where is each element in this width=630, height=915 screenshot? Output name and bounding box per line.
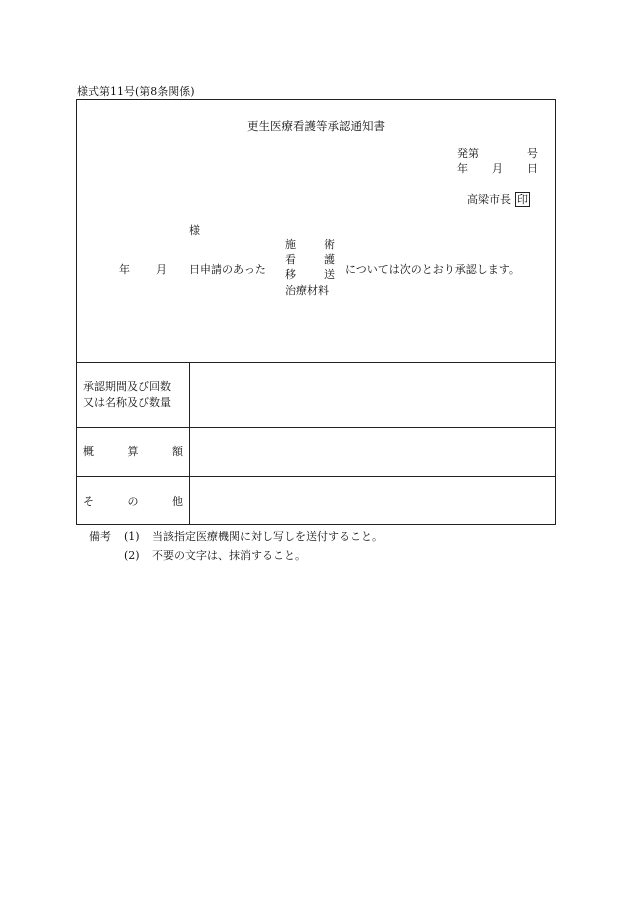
row-label-approval-period: 承認期間及び回数 又は名称及び数量 <box>83 380 171 410</box>
row-label-estimated-amount: 概 算 額 <box>83 445 183 458</box>
notes-heading: 備考 <box>89 530 111 543</box>
table-rule-2 <box>77 476 555 477</box>
row-label-other: そ の 他 <box>83 495 183 508</box>
form-number-label: 様式第11号(第8条関係) <box>77 85 195 98</box>
issue-date-line <box>457 162 538 175</box>
service-options <box>285 238 335 297</box>
official-seal-box: 印 <box>517 193 528 206</box>
table-column-divider <box>189 362 190 524</box>
document-title: 更生医療看護等承認通知書 <box>247 119 385 133</box>
body-month: 月 <box>156 263 167 276</box>
service-option-materials: 治療材料 <box>285 283 329 297</box>
table-rule-1 <box>77 427 555 428</box>
body-applied-text: 日申請のあった <box>189 263 266 276</box>
note-2-text: 不要の文字は、抹消すること。 <box>152 549 306 562</box>
note-1-number: (1) <box>124 530 140 543</box>
note-2-number: (2) <box>124 549 140 562</box>
table-top-rule <box>77 362 555 363</box>
estimated-amount-field[interactable] <box>191 429 553 475</box>
issuer-line <box>467 192 530 207</box>
other-field[interactable] <box>191 478 553 524</box>
issue-number-line <box>457 147 538 160</box>
issue-prefix: 発第 <box>457 147 479 160</box>
note-1-text: 当該指定医療機関に対し写しを送付すること。 <box>152 530 383 543</box>
date-day: 日 <box>527 162 538 175</box>
notice-form-frame <box>76 99 556 525</box>
service-option-nursing: 看 護 <box>285 253 335 267</box>
approval-period-field[interactable] <box>191 364 553 426</box>
service-option-transport: 移 送 <box>285 268 335 282</box>
body-year: 年 <box>119 263 130 276</box>
issue-suffix: 号 <box>527 147 538 160</box>
service-option-surgery: 施 術 <box>285 238 335 251</box>
date-year: 年 <box>457 162 468 175</box>
date-month: 月 <box>492 162 503 175</box>
body-tail-text: については次のとおり承認します。 <box>345 263 520 276</box>
issuer-name: 高梁市長 <box>467 193 511 206</box>
addressee-suffix: 様 <box>189 224 200 237</box>
